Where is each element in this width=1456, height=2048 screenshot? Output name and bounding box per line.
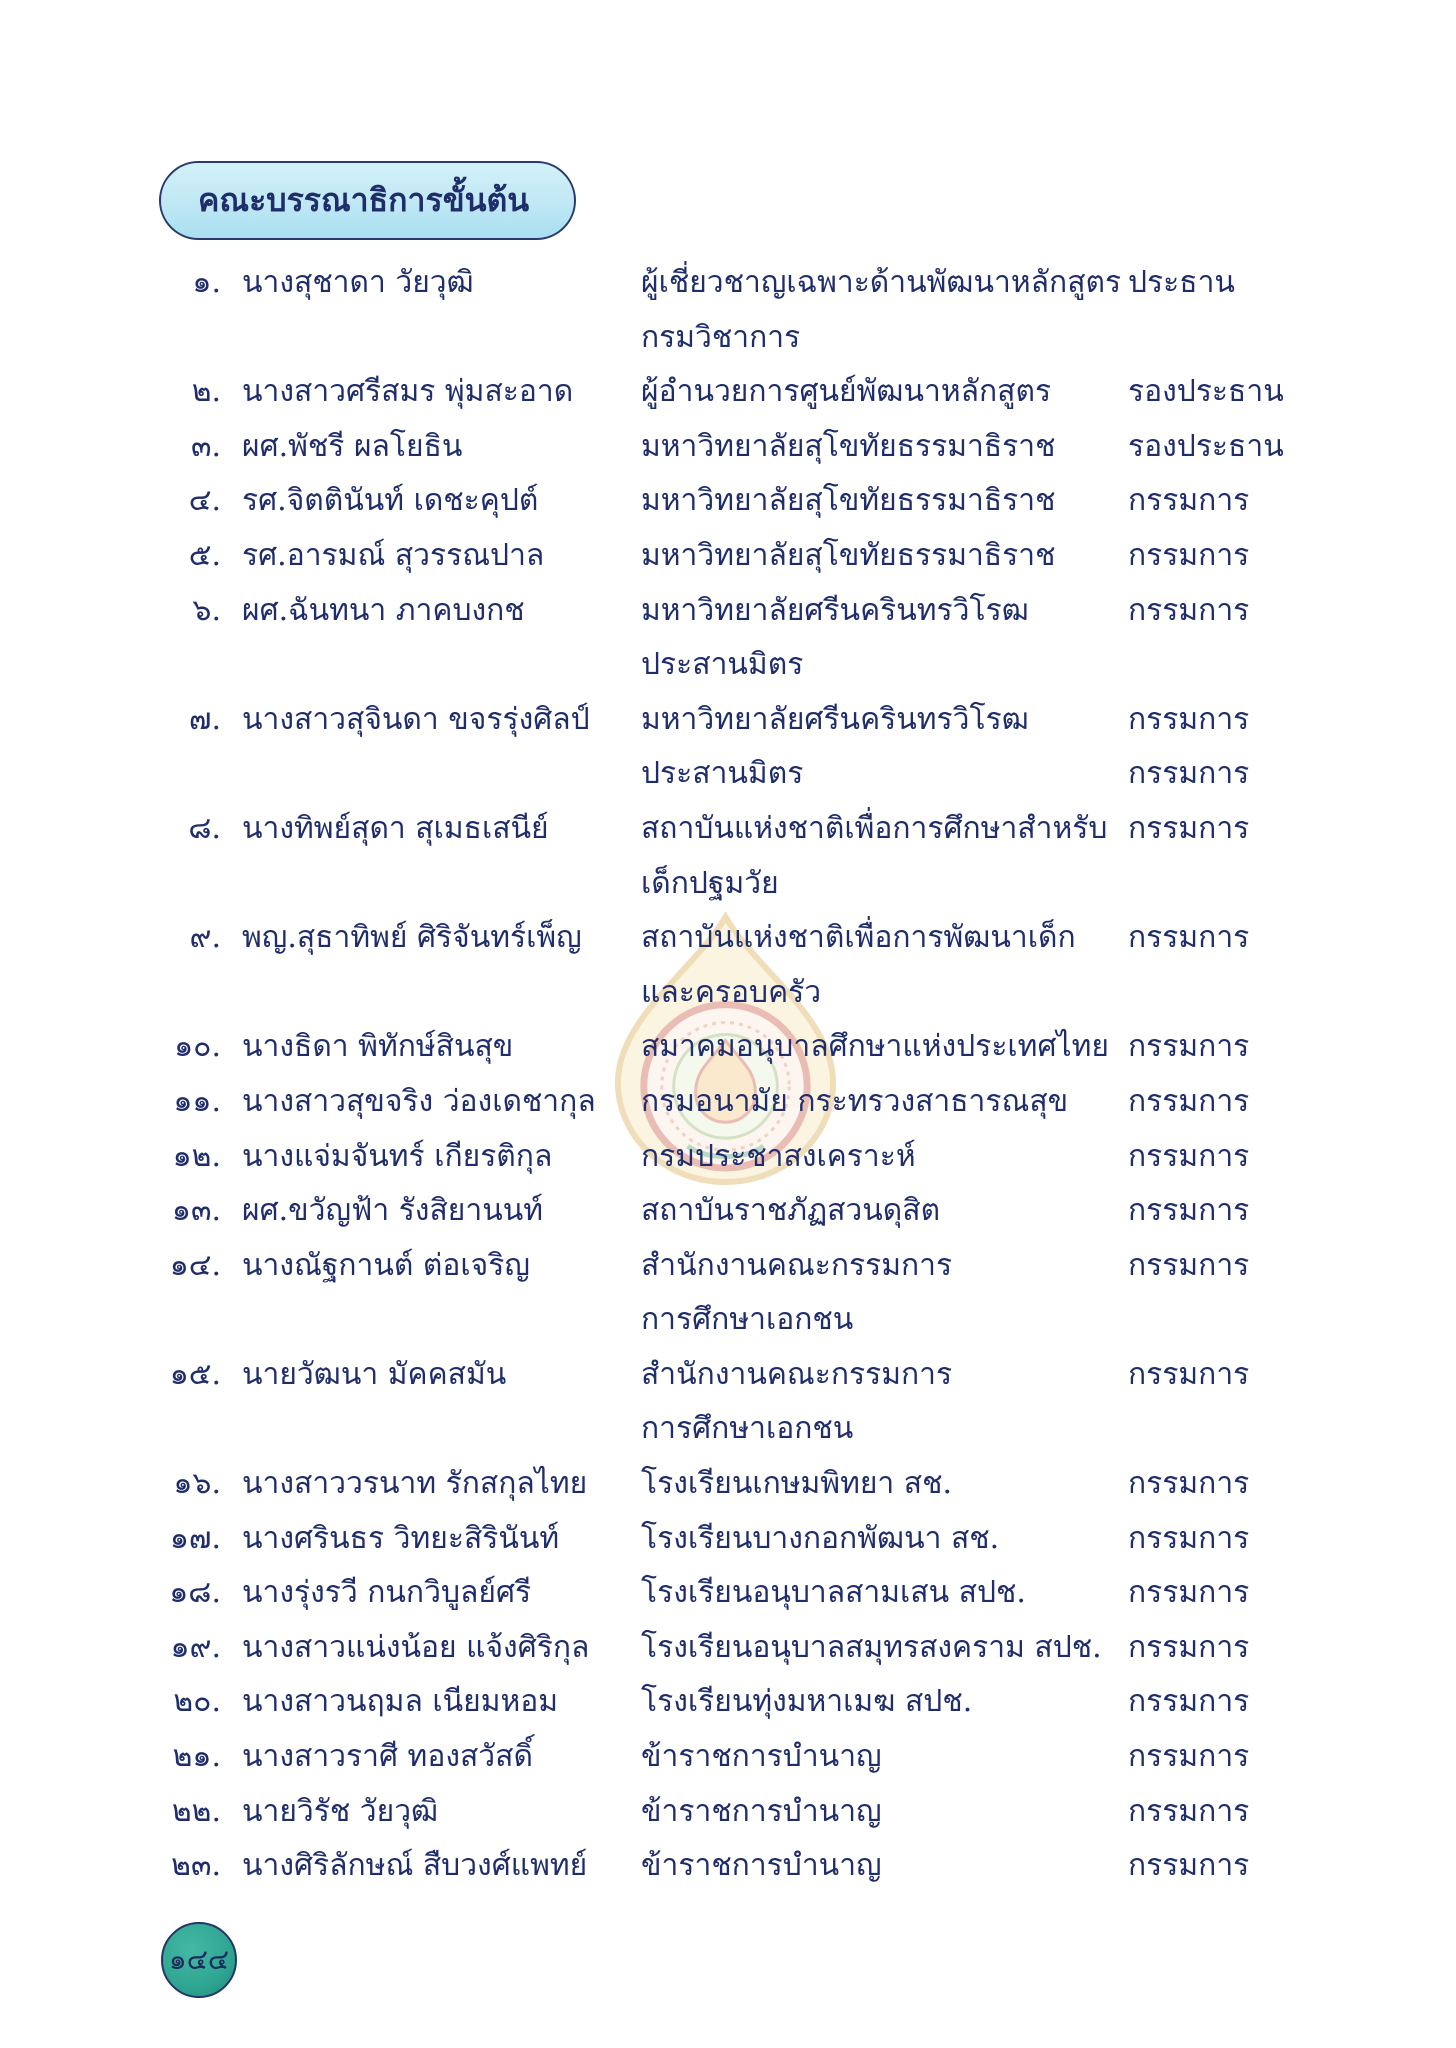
member-organization [641, 1785, 1128, 1840]
member-number: ๒๓. [171, 1848, 221, 1884]
member-role-line: กรรมการ [1128, 1520, 1250, 1556]
member-name: นางณัฐกานต์ ต่อเจริญ [242, 1247, 530, 1283]
member-row [0, 1130, 1428, 1185]
member-row [0, 1621, 1428, 1676]
member-organization-line: สมาคมอนุบาลศึกษาแห่งประเทศไทย [641, 1029, 1109, 1065]
member-number: ๑. [192, 265, 221, 300]
member-role-line: กรรมการ [1128, 1739, 1250, 1775]
member-role-line: กรรมการ [1128, 701, 1250, 737]
member-role-line: กรรมการ [1128, 1356, 1250, 1392]
member-role [1128, 802, 1428, 911]
member-name: ผศ.พัชรี ผลโยธิน [242, 428, 463, 464]
member-organization [641, 1130, 1128, 1185]
section-title: คณะบรรณาธิการขั้นต้น [198, 181, 530, 219]
member-name: รศ.จิตตินันท์ เดชะคุปต์ [242, 483, 539, 519]
member-number: ๑๘. [169, 1575, 221, 1611]
member-role-line: กรรมการ [1128, 537, 1250, 573]
member-organization-line: มหาวิทยาลัยสุโขทัยธรรมาธิราช [641, 428, 1056, 464]
member-organization [641, 1730, 1128, 1785]
member-role-line: กรรมการ [1128, 483, 1250, 519]
member-row [0, 1457, 1428, 1512]
member-role [1128, 1239, 1428, 1348]
member-organization [641, 1348, 1128, 1457]
member-organization [641, 1512, 1128, 1567]
member-number: ๑๙. [170, 1629, 221, 1665]
member-name: ผศ.ฉันทนา ภาคบงกช [242, 592, 525, 628]
member-number: ๒๑. [172, 1739, 221, 1775]
member-organization-line: ประสานมิตร [641, 647, 804, 683]
member-row [0, 1512, 1428, 1567]
member-row [0, 802, 1428, 911]
member-number: ๑๗. [169, 1520, 221, 1556]
member-row [0, 1785, 1428, 1840]
member-number: ๖. [192, 592, 221, 628]
member-organization-line: โรงเรียนเกษมพิทยา สช. [641, 1466, 953, 1502]
member-role [1128, 1184, 1428, 1239]
member-organization [641, 365, 1128, 420]
member-row [0, 1839, 1428, 1894]
editorial-board-list [0, 256, 1428, 1894]
member-role [1128, 1675, 1428, 1730]
member-name: นางสาวศรีสมร พุ่มสะอาด [242, 374, 574, 410]
member-row [0, 1566, 1428, 1621]
section-heading-pill [159, 161, 576, 240]
member-organization-line: ข้าราชการบำนาญ [641, 1739, 882, 1775]
member-role [1128, 420, 1428, 475]
member-organization [641, 1020, 1128, 1075]
member-row [0, 1239, 1428, 1348]
member-name: นางสาววรนาท รักสกุลไทย [242, 1466, 588, 1502]
member-organization [641, 584, 1128, 693]
member-row [0, 365, 1428, 420]
member-role [1128, 1457, 1428, 1512]
member-organization-line: และครอบครัว [641, 974, 822, 1010]
member-organization-line: ผู้เชี่ยวชาญเฉพาะด้านพัฒนาหลักสูตร [641, 265, 1122, 300]
member-organization-line: โรงเรียนบางกอกพัฒนา สช. [641, 1520, 1000, 1556]
member-row [0, 474, 1428, 529]
member-organization-line: การศึกษาเอกชน [641, 1411, 854, 1447]
member-role-line: กรรมการ [1128, 1466, 1250, 1502]
member-name: ผศ.ขวัญฟ้า รังสิยานนท์ [242, 1193, 543, 1229]
member-name: นางธิดา พิทักษ์สินสุข [242, 1029, 514, 1065]
member-role [1128, 693, 1428, 802]
member-role-line: กรรมการ [1128, 1247, 1250, 1283]
member-role-line: กรรมการ [1128, 756, 1250, 792]
member-organization-line: โรงเรียนอนุบาลสมุทรสงคราม สปช. [641, 1629, 1102, 1665]
member-organization [641, 1184, 1128, 1239]
member-name: นางรุ่งรวี กนกวิบูลย์ศรี [242, 1575, 532, 1611]
member-role [1128, 1621, 1428, 1676]
member-role [1128, 584, 1428, 693]
member-row [0, 529, 1428, 584]
member-number: ๑๐. [174, 1029, 221, 1065]
member-role [1128, 1839, 1428, 1894]
member-role-line: ประธาน [1128, 265, 1235, 300]
member-role-line: กรรมการ [1128, 810, 1250, 846]
member-role [1128, 1730, 1428, 1785]
member-role [1128, 1785, 1428, 1840]
member-role [1128, 1020, 1428, 1075]
member-name: นางสาวสุจินดา ขจรรุ่งศิลป์ [242, 701, 590, 737]
member-organization [641, 1621, 1128, 1676]
page-number-badge [161, 1922, 237, 1998]
member-organization-line: การศึกษาเอกชน [641, 1302, 854, 1338]
member-row [0, 1020, 1428, 1075]
member-role [1128, 529, 1428, 584]
member-role-line: กรรมการ [1128, 1684, 1250, 1720]
member-number: ๕. [188, 537, 221, 573]
member-organization [641, 1675, 1128, 1730]
member-number: ๑๒. [172, 1138, 221, 1174]
member-number: ๑๔. [169, 1247, 221, 1283]
member-organization-line: ข้าราชการบำนาญ [641, 1848, 882, 1884]
member-number: ๘. [188, 810, 221, 846]
member-role-line: กรรมการ [1128, 1629, 1250, 1665]
member-name: นายวัฒนา มัคคสมัน [242, 1356, 507, 1392]
member-role-line: กรรมการ [1128, 1575, 1250, 1611]
member-organization-line: โรงเรียนอนุบาลสามเสน สปช. [641, 1575, 1026, 1611]
member-name: นางสาวราศี ทองสวัสดิ์ [242, 1739, 533, 1775]
member-organization-line: สำนักงานคณะกรรมการ [641, 1247, 953, 1283]
member-role [1128, 1130, 1428, 1185]
member-organization-line: โรงเรียนทุ่งมหาเมฆ สปช. [641, 1684, 973, 1720]
member-role-line: กรรมการ [1128, 592, 1250, 628]
member-role-line: รองประธาน [1128, 428, 1284, 464]
member-role [1128, 1512, 1428, 1567]
member-number: ๔. [188, 483, 221, 519]
member-organization [641, 529, 1128, 584]
member-organization [641, 911, 1128, 1020]
member-organization-line: สถาบันแห่งชาติเพื่อการพัฒนาเด็ก [641, 920, 1076, 956]
member-organization-line: สถาบันแห่งชาติเพื่อการศึกษาสำหรับ [641, 810, 1108, 846]
member-row [0, 1348, 1428, 1457]
member-role [1128, 1075, 1428, 1130]
member-name: นางสาวสุขจริง ว่องเดชากุล [242, 1083, 596, 1119]
member-name: นางศิริลักษณ์ สืบวงศ์แพทย์ [242, 1848, 588, 1884]
member-organization [641, 693, 1128, 802]
member-organization-line: สถาบันราชภัฏสวนดุสิต [641, 1193, 941, 1229]
member-row [0, 911, 1428, 1020]
member-organization-line: มหาวิทยาลัยศรีนครินทรวิโรฒ [641, 592, 1029, 628]
member-name: นางสาวแน่งน้อย แจ้งศิริกุล [242, 1629, 590, 1665]
member-organization [641, 1566, 1128, 1621]
member-row [0, 420, 1428, 475]
member-number: ๒๐. [173, 1684, 221, 1720]
member-role-line: กรรมการ [1128, 1793, 1250, 1829]
member-name: พญ.สุธาทิพย์ ศิริจันทร์เพ็ญ [242, 920, 582, 956]
member-row [0, 693, 1428, 802]
member-role-line: กรรมการ [1128, 1193, 1250, 1229]
member-number: ๓. [190, 428, 221, 464]
member-row [0, 584, 1428, 693]
member-organization [641, 1075, 1128, 1130]
member-organization [641, 420, 1128, 475]
member-organization-line: กรมประชาสงเคราะห์ [641, 1138, 916, 1174]
member-number: ๒๒. [171, 1793, 221, 1829]
member-role-line: กรรมการ [1128, 920, 1250, 956]
member-row [0, 1730, 1428, 1785]
page-number: ๑๔๔ [168, 1943, 230, 1976]
member-organization-line: สำนักงานคณะกรรมการ [641, 1356, 953, 1392]
member-organization-line: ผู้อำนวยการศูนย์พัฒนาหลักสูตร [641, 374, 1052, 410]
member-organization [641, 1457, 1128, 1512]
member-role [1128, 474, 1428, 529]
member-organization-line: ประสานมิตร [641, 756, 804, 792]
member-number: ๙. [189, 920, 221, 956]
member-organization-line: ข้าราชการบำนาญ [641, 1793, 882, 1829]
member-role [1128, 911, 1428, 1020]
member-number: ๒. [191, 374, 221, 410]
member-name: นางสาวนฤมล เนียมหอม [242, 1684, 559, 1720]
member-organization-line: มหาวิทยาลัยสุโขทัยธรรมาธิราช [641, 537, 1056, 573]
member-row [0, 1675, 1428, 1730]
member-organization-line: เด็กปฐมวัย [641, 865, 779, 901]
member-organization-line: กรมวิชาการ [641, 319, 801, 355]
member-row [0, 256, 1428, 365]
member-name: นางสุชาดา วัยวุฒิ [242, 265, 474, 300]
member-name: นางทิพย์สุดา สุเมธเสนีย์ [242, 810, 549, 846]
member-number: ๑๖. [173, 1466, 221, 1502]
member-organization [641, 802, 1128, 911]
member-organization-line: มหาวิทยาลัยศรีนครินทรวิโรฒ [641, 701, 1029, 737]
member-organization [641, 474, 1128, 529]
member-role [1128, 256, 1428, 365]
member-organization [641, 1239, 1128, 1348]
member-name: นางแจ่มจันทร์ เกียรติกุล [242, 1138, 553, 1174]
member-organization [641, 1839, 1128, 1894]
member-role-line: รองประธาน [1128, 374, 1284, 410]
member-row [0, 1075, 1428, 1130]
member-organization-line: มหาวิทยาลัยสุโขทัยธรรมาธิราช [641, 483, 1056, 519]
member-role-line: กรรมการ [1128, 1083, 1250, 1119]
member-role-line: กรรมการ [1128, 1138, 1250, 1174]
member-role-line: กรรมการ [1128, 1029, 1250, 1065]
member-number: ๗. [188, 701, 221, 737]
member-name: รศ.อารมณ์ สุวรรณปาล [242, 537, 545, 573]
member-role [1128, 1566, 1428, 1621]
member-organization [641, 256, 1128, 365]
member-role [1128, 365, 1428, 420]
member-number: ๑๕. [169, 1356, 221, 1392]
member-name: นายวิรัช วัยวุฒิ [242, 1793, 439, 1829]
member-organization-line: กรมอนามัย กระทรวงสาธารณสุข [641, 1083, 1069, 1119]
member-number: ๑๑. [173, 1083, 221, 1119]
member-row [0, 1184, 1428, 1239]
member-name: นางศรินธร วิทยะสิรินันท์ [242, 1520, 560, 1556]
member-role-line: กรรมการ [1128, 1848, 1250, 1884]
member-role [1128, 1348, 1428, 1457]
member-number: ๑๓. [171, 1193, 221, 1229]
